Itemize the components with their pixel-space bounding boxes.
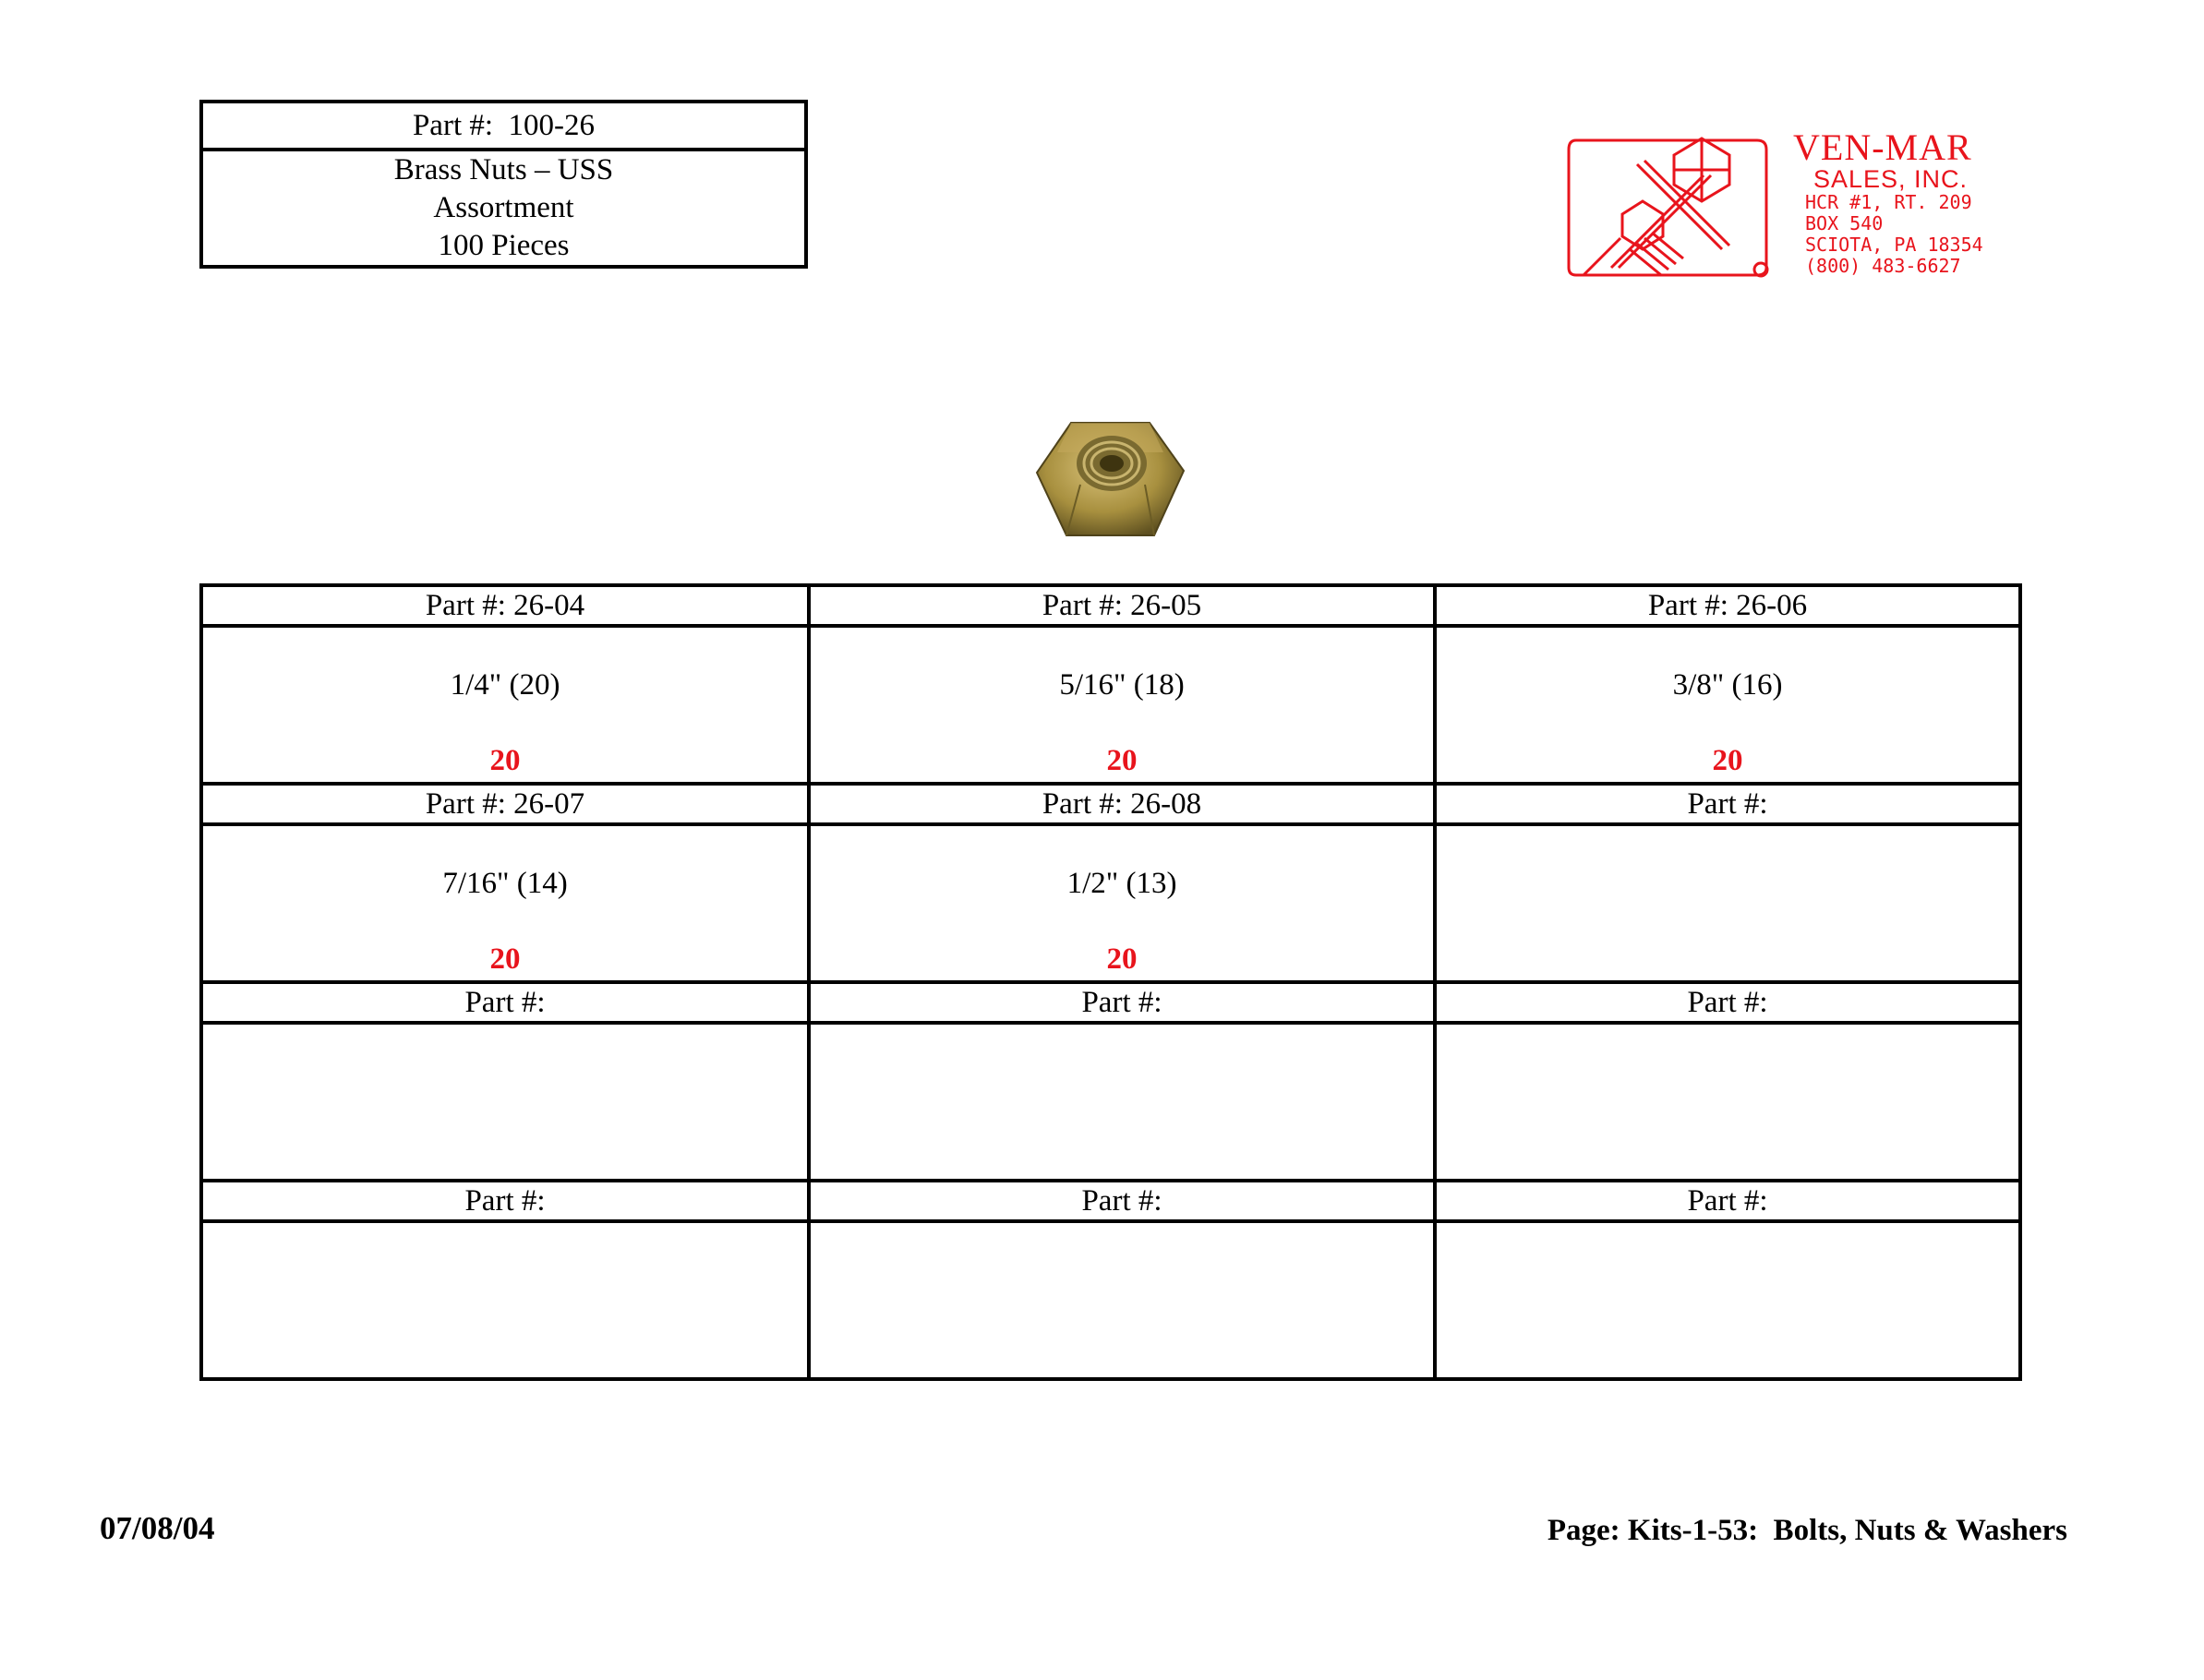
part-detail-cell [1435,1023,2020,1181]
part-number-cell: Part #: 26-08 [809,784,1435,824]
part-number-cell: Part #: 26-06 [1435,585,2020,626]
part-quantity: 20 [489,744,521,777]
kit-description [203,151,804,265]
part-number-cell: Part #: 26-07 [201,784,809,824]
part-detail-cell [809,626,1435,784]
kit-part-number: Part #: 100-26 [203,103,804,151]
part-detail-cell [1435,824,2020,982]
part-size: 1/2" (13) [1066,867,1177,900]
part-number-cell: Part #: [809,1181,1435,1221]
table-row [201,585,2020,626]
logo-address-line: BOX 540 [1805,212,1884,234]
part-quantity: 20 [1106,942,1138,976]
table-row [201,784,2020,824]
table-row [201,982,2020,1023]
footer-date: 07/08/04 [100,1510,215,1546]
part-detail-cell [809,1023,1435,1181]
part-detail-cell [201,626,809,784]
part-size: 5/16" (18) [1059,668,1185,702]
part-quantity: 20 [1712,744,1743,777]
part-detail-cell [201,1221,809,1379]
logo-address-line: HCR #1, RT. 209 [1805,191,1972,213]
part-detail-cell [201,824,809,982]
part-number-cell: Part #: 26-05 [809,585,1435,626]
part-size: 7/16" (14) [442,867,568,900]
part-header-box [199,100,808,269]
part-number-cell: Part #: [1435,1181,2020,1221]
logo-text-block [1793,126,1983,277]
logo-address-line: SCIOTA, PA 18354 [1805,234,1983,256]
part-number-cell: Part #: [809,982,1435,1023]
kit-description-line: 100 Pieces [438,229,570,262]
table-row [201,1181,2020,1221]
logo-address-line: (800) 483-6627 [1805,255,1961,277]
table-row [201,824,2020,982]
part-quantity: 20 [489,942,521,976]
kit-description-line: Assortment [433,191,574,224]
part-detail-cell [201,1023,809,1181]
part-number-cell: Part #: [1435,784,2020,824]
table-row [201,1023,2020,1181]
part-detail-cell [1435,626,2020,784]
kit-description-line: Brass Nuts – USS [393,153,614,186]
logo-company-name: VEN-MAR [1793,126,1972,168]
logo-subtitle: SALES, INC. [1813,165,1969,193]
part-number-cell: Part #: [201,982,809,1023]
part-detail-cell [809,824,1435,982]
part-number-cell: Part #: [201,1181,809,1221]
part-quantity: 20 [1106,744,1138,777]
table-row [201,626,2020,784]
part-size: 3/8" (16) [1672,668,1783,702]
table-row [201,1221,2020,1379]
part-size: 1/4" (20) [450,668,560,702]
part-number-cell: Part #: 26-04 [201,585,809,626]
part-number-cell: Part #: [1435,982,2020,1023]
part-detail-cell [809,1221,1435,1379]
parts-grid [199,583,2022,1381]
footer-page-label: Page: Kits-1-53: Bolts, Nuts & Washers [1547,1514,2067,1547]
part-detail-cell [1435,1221,2020,1379]
brass-hex-nut-icon [1034,415,1186,545]
